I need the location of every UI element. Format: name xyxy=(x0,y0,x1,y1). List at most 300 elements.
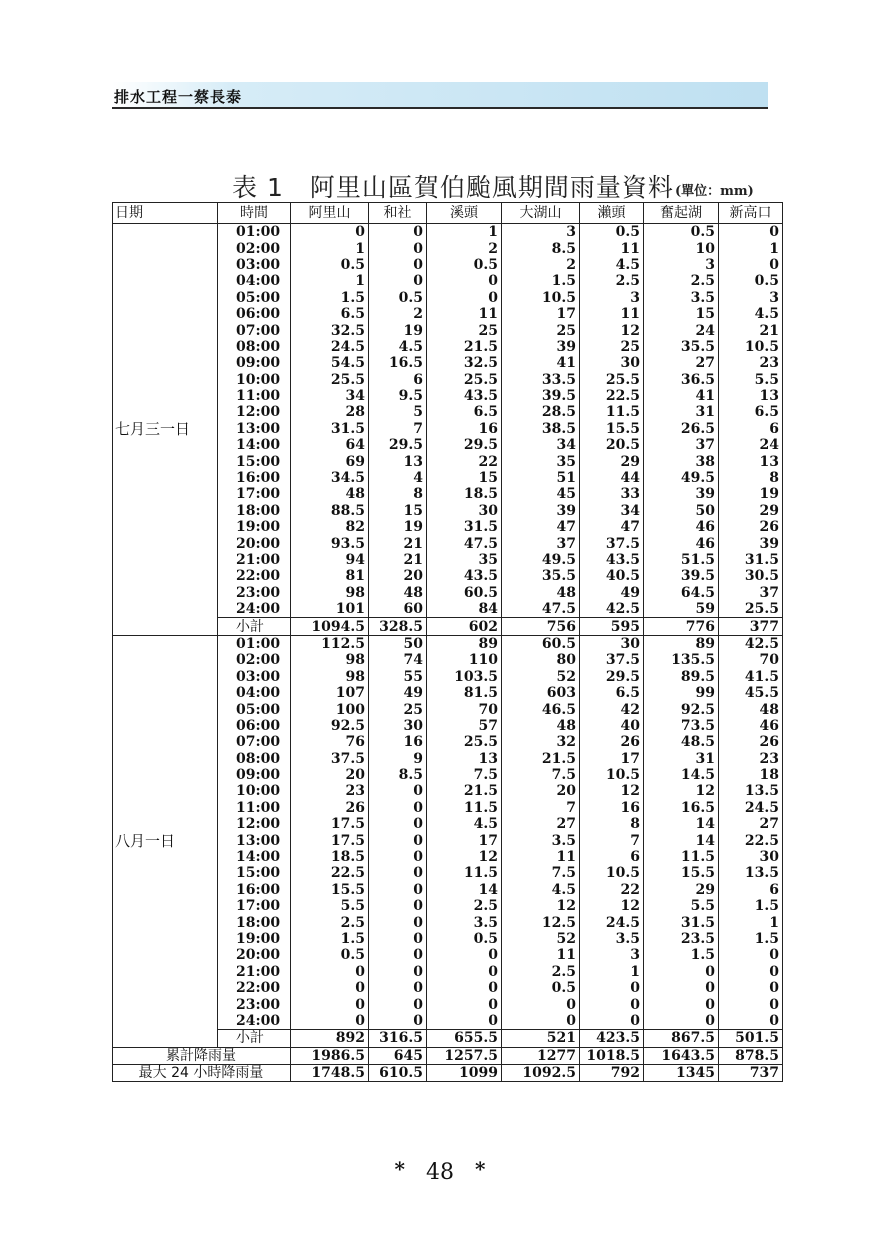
time-cell: 14:00 xyxy=(218,437,291,453)
summary-row xyxy=(113,1064,783,1081)
value-cell: 8.5 xyxy=(502,240,580,256)
value-cell: 60.5 xyxy=(427,585,502,601)
value-cell: 0 xyxy=(369,865,427,881)
date-cell: 八月一日 xyxy=(113,635,218,1047)
value-cell: 23.5 xyxy=(644,931,719,947)
value-cell: 25 xyxy=(427,322,502,338)
value-cell: 1 xyxy=(719,240,783,256)
time-cell: 08:00 xyxy=(218,339,291,355)
value-cell: 3.5 xyxy=(427,914,502,930)
value-cell: 21.5 xyxy=(427,783,502,799)
value-cell: 16.5 xyxy=(369,355,427,371)
time-cell: 09:00 xyxy=(218,355,291,371)
value-cell: 41 xyxy=(502,355,580,371)
value-cell: 25.5 xyxy=(580,372,644,388)
subtotal-value: 756 xyxy=(502,618,580,635)
summary-value: 878.5 xyxy=(719,1047,783,1064)
time-cell: 05:00 xyxy=(218,701,291,717)
subtotal-label: 小計 xyxy=(218,618,291,635)
time-cell: 04:00 xyxy=(218,273,291,289)
value-cell: 24 xyxy=(644,322,719,338)
value-cell: 0 xyxy=(644,964,719,980)
value-cell: 13 xyxy=(427,751,502,767)
value-cell: 107 xyxy=(291,685,369,701)
value-cell: 59 xyxy=(644,601,719,618)
value-cell: 1.5 xyxy=(502,273,580,289)
value-cell: 51.5 xyxy=(644,552,719,568)
value-cell: 0 xyxy=(427,947,502,963)
summary-value: 645 xyxy=(369,1047,427,1064)
time-cell: 12:00 xyxy=(218,816,291,832)
value-cell: 94 xyxy=(291,552,369,568)
value-cell: 19 xyxy=(369,519,427,535)
value-cell: 20 xyxy=(369,568,427,584)
value-cell: 17.5 xyxy=(291,816,369,832)
value-cell: 1.5 xyxy=(291,290,369,306)
value-cell: 3 xyxy=(580,947,644,963)
value-cell: 29.5 xyxy=(580,669,644,685)
value-cell: 3 xyxy=(502,224,580,241)
column-header: 時間 xyxy=(218,203,291,224)
value-cell: 0 xyxy=(427,980,502,996)
value-cell: 17 xyxy=(502,306,580,322)
value-cell: 81.5 xyxy=(427,685,502,701)
time-cell: 11:00 xyxy=(218,388,291,404)
value-cell: 20 xyxy=(502,783,580,799)
value-cell: 0 xyxy=(369,849,427,865)
value-cell: 32 xyxy=(502,734,580,750)
value-cell: 48.5 xyxy=(644,734,719,750)
time-cell: 07:00 xyxy=(218,322,291,338)
value-cell: 36.5 xyxy=(644,372,719,388)
time-cell: 15:00 xyxy=(218,865,291,881)
value-cell: 7 xyxy=(580,832,644,848)
value-cell: 20 xyxy=(291,767,369,783)
value-cell: 15 xyxy=(644,306,719,322)
value-cell: 25.5 xyxy=(427,372,502,388)
value-cell: 0 xyxy=(369,240,427,256)
value-cell: 26 xyxy=(291,800,369,816)
value-cell: 39.5 xyxy=(502,388,580,404)
value-cell: 47.5 xyxy=(502,601,580,618)
subtotal-value: 892 xyxy=(291,1030,369,1047)
value-cell: 0.5 xyxy=(502,980,580,996)
value-cell: 7.5 xyxy=(502,767,580,783)
value-cell: 45 xyxy=(502,486,580,502)
value-cell: 13 xyxy=(719,388,783,404)
value-cell: 11 xyxy=(502,947,580,963)
value-cell: 0 xyxy=(369,980,427,996)
value-cell: 38 xyxy=(644,453,719,469)
value-cell: 28.5 xyxy=(502,404,580,420)
value-cell: 19 xyxy=(719,486,783,502)
date-cell: 七月三一日 xyxy=(113,224,218,636)
summary-value: 737 xyxy=(719,1064,783,1081)
value-cell: 98 xyxy=(291,652,369,668)
value-cell: 30 xyxy=(580,355,644,371)
value-cell: 7.5 xyxy=(502,865,580,881)
value-cell: 6 xyxy=(719,421,783,437)
running-header: 排水工程一蔡長泰 xyxy=(114,88,243,106)
time-cell: 17:00 xyxy=(218,486,291,502)
value-cell: 5 xyxy=(369,404,427,420)
column-header: 瀨頭 xyxy=(580,203,644,224)
value-cell: 14.5 xyxy=(644,767,719,783)
value-cell: 24 xyxy=(719,437,783,453)
value-cell: 15 xyxy=(369,503,427,519)
value-cell: 6.5 xyxy=(580,685,644,701)
value-cell: 27 xyxy=(644,355,719,371)
time-cell: 03:00 xyxy=(218,257,291,273)
value-cell: 14 xyxy=(644,832,719,848)
time-cell: 16:00 xyxy=(218,882,291,898)
time-cell: 19:00 xyxy=(218,519,291,535)
value-cell: 45.5 xyxy=(719,685,783,701)
time-cell: 01:00 xyxy=(218,635,291,652)
summary-value: 792 xyxy=(580,1064,644,1081)
value-cell: 48 xyxy=(291,486,369,502)
value-cell: 16 xyxy=(427,421,502,437)
value-cell: 50 xyxy=(644,503,719,519)
value-cell: 49 xyxy=(369,685,427,701)
time-cell: 24:00 xyxy=(218,601,291,618)
value-cell: 12 xyxy=(580,322,644,338)
column-header: 新高口 xyxy=(719,203,783,224)
value-cell: 1 xyxy=(580,964,644,980)
subtotal-value: 776 xyxy=(644,618,719,635)
value-cell: 31 xyxy=(644,751,719,767)
value-cell: 55 xyxy=(369,669,427,685)
time-cell: 13:00 xyxy=(218,421,291,437)
value-cell: 2.5 xyxy=(644,273,719,289)
subtotal-value: 602 xyxy=(427,618,502,635)
value-cell: 76 xyxy=(291,734,369,750)
header-rule xyxy=(112,107,768,109)
value-cell: 25 xyxy=(580,339,644,355)
value-cell: 5.5 xyxy=(291,898,369,914)
column-header: 奮起湖 xyxy=(644,203,719,224)
value-cell: 21 xyxy=(369,552,427,568)
time-cell: 11:00 xyxy=(218,800,291,816)
table-title: 表 1 阿里山區賀伯颱風期間雨量資料 xyxy=(232,173,674,202)
time-cell: 21:00 xyxy=(218,964,291,980)
value-cell: 39 xyxy=(502,503,580,519)
value-cell: 11 xyxy=(580,306,644,322)
value-cell: 0 xyxy=(427,964,502,980)
value-cell: 92.5 xyxy=(291,718,369,734)
value-cell: 0 xyxy=(369,800,427,816)
table-unit: (單位：mm) xyxy=(675,184,754,199)
value-cell: 1 xyxy=(291,240,369,256)
value-cell: 18.5 xyxy=(427,486,502,502)
value-cell: 17 xyxy=(427,832,502,848)
value-cell: 0 xyxy=(291,964,369,980)
value-cell: 12 xyxy=(427,849,502,865)
value-cell: 29.5 xyxy=(369,437,427,453)
value-cell: 21 xyxy=(719,322,783,338)
value-cell: 0 xyxy=(427,273,502,289)
summary-value: 1257.5 xyxy=(427,1047,502,1064)
time-cell: 18:00 xyxy=(218,914,291,930)
value-cell: 8.5 xyxy=(369,767,427,783)
value-cell: 47.5 xyxy=(427,535,502,551)
value-cell: 35 xyxy=(502,453,580,469)
subtotal-value: 655.5 xyxy=(427,1030,502,1047)
summary-value: 1748.5 xyxy=(291,1064,369,1081)
value-cell: 0 xyxy=(369,931,427,947)
value-cell: 0.5 xyxy=(719,273,783,289)
value-cell: 26 xyxy=(719,734,783,750)
value-cell: 88.5 xyxy=(291,503,369,519)
value-cell: 18.5 xyxy=(291,849,369,865)
value-cell: 23 xyxy=(719,355,783,371)
value-cell: 29 xyxy=(644,882,719,898)
value-cell: 42.5 xyxy=(580,601,644,618)
value-cell: 89 xyxy=(427,635,502,652)
value-cell: 39.5 xyxy=(644,568,719,584)
star-ornament-right: * xyxy=(475,1157,486,1181)
value-cell: 60 xyxy=(369,601,427,618)
summary-label: 最大 24 小時降雨量 xyxy=(113,1064,291,1081)
value-cell: 48 xyxy=(369,585,427,601)
value-cell: 4.5 xyxy=(369,339,427,355)
value-cell: 23 xyxy=(719,751,783,767)
value-cell: 84 xyxy=(427,601,502,618)
value-cell: 13.5 xyxy=(719,783,783,799)
value-cell: 37 xyxy=(644,437,719,453)
value-cell: 81 xyxy=(291,568,369,584)
subtotal-label: 小計 xyxy=(218,1030,291,1047)
value-cell: 1.5 xyxy=(719,931,783,947)
subtotal-value: 328.5 xyxy=(369,618,427,635)
value-cell: 50 xyxy=(369,635,427,652)
value-cell: 7 xyxy=(369,421,427,437)
value-cell: 10.5 xyxy=(580,767,644,783)
value-cell: 7 xyxy=(502,800,580,816)
value-cell: 31.5 xyxy=(644,914,719,930)
value-cell: 15.5 xyxy=(644,865,719,881)
value-cell: 0.5 xyxy=(291,947,369,963)
value-cell: 47 xyxy=(580,519,644,535)
value-cell: 32.5 xyxy=(427,355,502,371)
value-cell: 37.5 xyxy=(580,652,644,668)
value-cell: 10.5 xyxy=(580,865,644,881)
value-cell: 39 xyxy=(644,486,719,502)
subtotal-value: 316.5 xyxy=(369,1030,427,1047)
value-cell: 0 xyxy=(427,1013,502,1030)
value-cell: 17 xyxy=(580,751,644,767)
subtotal-value: 867.5 xyxy=(644,1030,719,1047)
value-cell: 16 xyxy=(369,734,427,750)
summary-value: 1277 xyxy=(502,1047,580,1064)
value-cell: 6 xyxy=(719,882,783,898)
value-cell: 11 xyxy=(427,306,502,322)
value-cell: 0 xyxy=(369,882,427,898)
value-cell: 32.5 xyxy=(291,322,369,338)
subtotal-value: 595 xyxy=(580,618,644,635)
column-header: 日期 xyxy=(113,203,218,224)
value-cell: 112.5 xyxy=(291,635,369,652)
value-cell: 5.5 xyxy=(719,372,783,388)
value-cell: 24.5 xyxy=(291,339,369,355)
time-cell: 20:00 xyxy=(218,535,291,551)
time-cell: 20:00 xyxy=(218,947,291,963)
time-cell: 02:00 xyxy=(218,652,291,668)
value-cell: 19 xyxy=(369,322,427,338)
value-cell: 37.5 xyxy=(580,535,644,551)
value-cell: 0.5 xyxy=(427,931,502,947)
time-cell: 10:00 xyxy=(218,372,291,388)
value-cell: 30 xyxy=(427,503,502,519)
value-cell: 25.5 xyxy=(291,372,369,388)
value-cell: 0 xyxy=(502,1013,580,1030)
value-cell: 9.5 xyxy=(369,388,427,404)
value-cell: 46 xyxy=(644,519,719,535)
value-cell: 18 xyxy=(719,767,783,783)
value-cell: 39 xyxy=(719,535,783,551)
value-cell: 25.5 xyxy=(719,601,783,618)
value-cell: 26 xyxy=(580,734,644,750)
value-cell: 1.5 xyxy=(719,898,783,914)
value-cell: 0 xyxy=(369,964,427,980)
value-cell: 0.5 xyxy=(291,257,369,273)
value-cell: 1 xyxy=(719,914,783,930)
subtotal-value: 521 xyxy=(502,1030,580,1047)
value-cell: 4 xyxy=(369,470,427,486)
value-cell: 0 xyxy=(369,832,427,848)
time-cell: 02:00 xyxy=(218,240,291,256)
value-cell: 0 xyxy=(580,980,644,996)
value-cell: 1 xyxy=(427,224,502,241)
value-cell: 35.5 xyxy=(502,568,580,584)
value-cell: 52 xyxy=(502,669,580,685)
value-cell: 46.5 xyxy=(502,701,580,717)
value-cell: 40.5 xyxy=(580,568,644,584)
value-cell: 10 xyxy=(644,240,719,256)
value-cell: 3.5 xyxy=(502,832,580,848)
value-cell: 6.5 xyxy=(427,404,502,420)
value-cell: 26.5 xyxy=(644,421,719,437)
value-cell: 12 xyxy=(644,783,719,799)
time-cell: 06:00 xyxy=(218,306,291,322)
value-cell: 29 xyxy=(580,453,644,469)
value-cell: 3 xyxy=(580,290,644,306)
value-cell: 25 xyxy=(502,322,580,338)
value-cell: 0 xyxy=(719,1013,783,1030)
value-cell: 4.5 xyxy=(502,882,580,898)
time-cell: 18:00 xyxy=(218,503,291,519)
time-cell: 07:00 xyxy=(218,734,291,750)
value-cell: 30 xyxy=(580,635,644,652)
value-cell: 27 xyxy=(719,816,783,832)
value-cell: 69 xyxy=(291,453,369,469)
value-cell: 5.5 xyxy=(644,898,719,914)
value-cell: 12 xyxy=(502,898,580,914)
time-cell: 05:00 xyxy=(218,290,291,306)
value-cell: 2.5 xyxy=(580,273,644,289)
time-cell: 10:00 xyxy=(218,783,291,799)
value-cell: 22 xyxy=(580,882,644,898)
value-cell: 43.5 xyxy=(580,552,644,568)
value-cell: 0 xyxy=(291,224,369,241)
value-cell: 15.5 xyxy=(580,421,644,437)
value-cell: 93.5 xyxy=(291,535,369,551)
value-cell: 0 xyxy=(719,996,783,1012)
value-cell: 0 xyxy=(369,996,427,1012)
table-row xyxy=(113,224,783,241)
value-cell: 80 xyxy=(502,652,580,668)
value-cell: 8 xyxy=(580,816,644,832)
value-cell: 0 xyxy=(291,1013,369,1030)
subtotal-value: 377 xyxy=(719,618,783,635)
time-cell: 09:00 xyxy=(218,767,291,783)
value-cell: 25.5 xyxy=(427,734,502,750)
summary-value: 1018.5 xyxy=(580,1047,644,1064)
time-cell: 01:00 xyxy=(218,224,291,241)
value-cell: 2.5 xyxy=(291,914,369,930)
table-row xyxy=(113,635,783,652)
value-cell: 603 xyxy=(502,685,580,701)
value-cell: 49 xyxy=(580,585,644,601)
value-cell: 70 xyxy=(427,701,502,717)
value-cell: 2 xyxy=(369,306,427,322)
summary-value: 610.5 xyxy=(369,1064,427,1081)
table-header-row xyxy=(113,203,783,224)
value-cell: 13.5 xyxy=(719,865,783,881)
summary-value: 1345 xyxy=(644,1064,719,1081)
value-cell: 31.5 xyxy=(719,552,783,568)
value-cell: 43.5 xyxy=(427,568,502,584)
value-cell: 10.5 xyxy=(719,339,783,355)
value-cell: 0.5 xyxy=(644,224,719,241)
value-cell: 31 xyxy=(644,404,719,420)
column-header: 和社 xyxy=(369,203,427,224)
value-cell: 9 xyxy=(369,751,427,767)
summary-value: 1643.5 xyxy=(644,1047,719,1064)
value-cell: 21.5 xyxy=(427,339,502,355)
value-cell: 49.5 xyxy=(502,552,580,568)
time-cell: 24:00 xyxy=(218,1013,291,1030)
value-cell: 34 xyxy=(502,437,580,453)
time-cell: 15:00 xyxy=(218,453,291,469)
value-cell: 0.5 xyxy=(369,290,427,306)
value-cell: 0 xyxy=(644,980,719,996)
value-cell: 0 xyxy=(580,1013,644,1030)
time-cell: 21:00 xyxy=(218,552,291,568)
value-cell: 52 xyxy=(502,931,580,947)
value-cell: 46 xyxy=(719,718,783,734)
value-cell: 41 xyxy=(644,388,719,404)
value-cell: 0 xyxy=(427,290,502,306)
value-cell: 3 xyxy=(719,290,783,306)
value-cell: 31.5 xyxy=(427,519,502,535)
value-cell: 2.5 xyxy=(502,964,580,980)
value-cell: 28 xyxy=(291,404,369,420)
value-cell: 0 xyxy=(369,783,427,799)
time-cell: 14:00 xyxy=(218,849,291,865)
summary-value: 1092.5 xyxy=(502,1064,580,1081)
value-cell: 4.5 xyxy=(719,306,783,322)
value-cell: 30 xyxy=(719,849,783,865)
value-cell: 16 xyxy=(580,800,644,816)
value-cell: 31.5 xyxy=(291,421,369,437)
value-cell: 40 xyxy=(580,718,644,734)
value-cell: 89 xyxy=(644,635,719,652)
value-cell: 8 xyxy=(369,486,427,502)
time-cell: 06:00 xyxy=(218,718,291,734)
value-cell: 22.5 xyxy=(580,388,644,404)
value-cell: 15 xyxy=(427,470,502,486)
